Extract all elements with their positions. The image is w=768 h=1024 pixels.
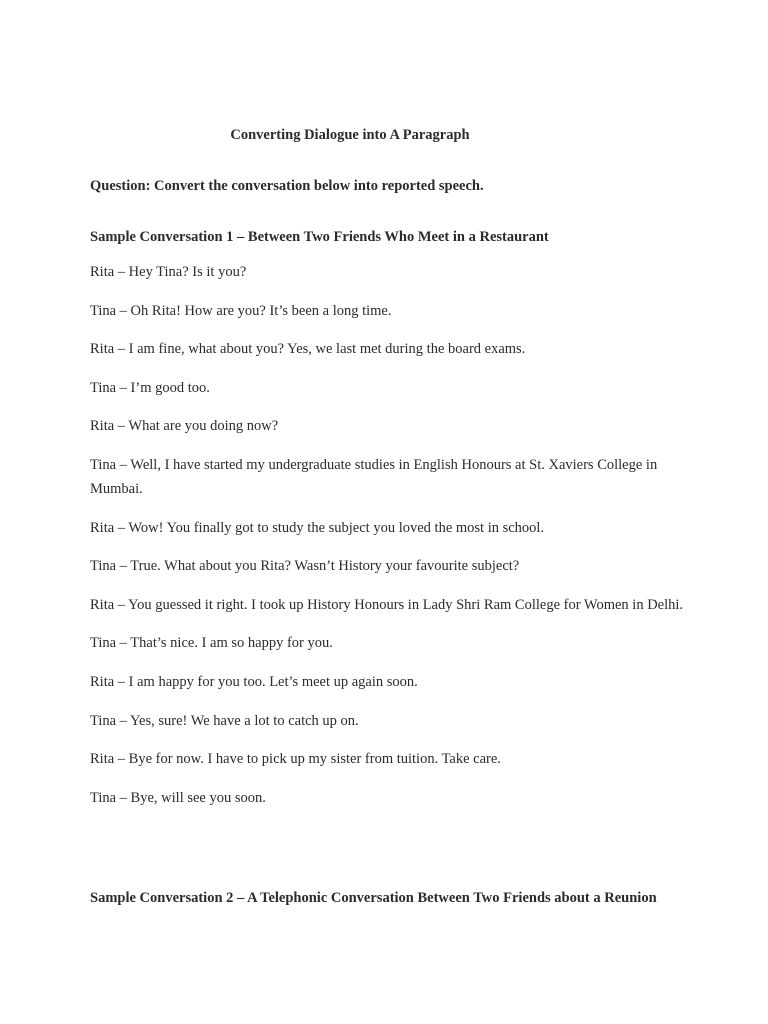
conversation-2-heading: Sample Conversation 2 – A Telephonic Conversation Between Two Friends about a Reunion <box>90 890 657 906</box>
dialogue-line: Rita – What are you doing now? <box>90 418 279 435</box>
conversation-1-dialogue <box>90 260 690 824</box>
dialogue-line: Tina – Oh Rita! How are you? It’s been a long time. <box>90 302 392 319</box>
document-title: Converting Dialogue into A Paragraph <box>230 127 470 143</box>
dialogue-line: Rita – Hey Tina? Is it you? <box>90 264 247 280</box>
dialogue-line: Rita – You guessed it right. I took up History Honours in Lady Shri Ram College for Women in Delhi. <box>90 596 684 613</box>
dialogue-line: Tina – Well, I have started my undergraduate studies in English Honours at St. Xaviers College in Mumbai. <box>90 456 658 497</box>
dialogue-line: Tina – I’m good too. <box>90 379 210 396</box>
conversation-1-heading: Sample Conversation 1 – Between Two Friends Who Meet in a Restaurant <box>90 229 549 245</box>
dialogue-line: Rita – Bye for now. I have to pick up my sister from tuition. Take care. <box>90 751 501 768</box>
dialogue-line: Rita – I am happy for you too. Let’s meet up again soon. <box>90 673 418 690</box>
dialogue-line: Tina – That’s nice. I am so happy for you. <box>90 635 333 652</box>
dialogue-line: Tina – Yes, sure! We have a lot to catch up on. <box>90 712 359 729</box>
dialogue-line: Tina – True. What about you Rita? Wasn’t History your favourite subject? <box>90 558 520 575</box>
dialogue-line: Rita – I am fine, what about you? Yes, we last met during the board exams. <box>90 341 526 358</box>
dialogue-line: Rita – Wow! You finally got to study the subject you loved the most in school. <box>90 519 545 536</box>
dialogue-line: Tina – Bye, will see you soon. <box>90 789 266 806</box>
question-text: Question: Convert the conversation below into reported speech. <box>90 178 484 194</box>
